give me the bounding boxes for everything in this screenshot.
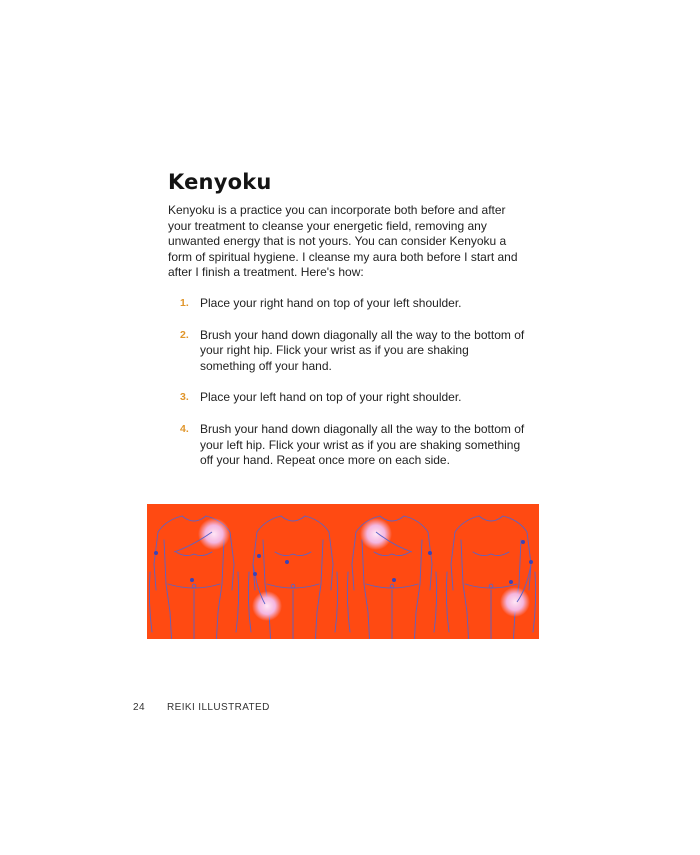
step-number: 3.: [180, 391, 189, 404]
running-footer-title: REIKI ILLUSTRATED: [167, 702, 270, 713]
step-number: 4.: [180, 422, 189, 435]
figure-step-3: [347, 516, 436, 639]
step-number: 2.: [180, 328, 189, 341]
step-item: [180, 390, 525, 406]
step-text: Brush your hand down diagonally all the way to the bottom of your left hip. Flick your wrist as if you are shaking something off your hand. Repeat once more on each side.: [200, 421, 525, 468]
step-item: [180, 296, 525, 312]
step-item: [180, 422, 525, 469]
page-title: Kenyoku: [168, 170, 272, 194]
step-text: Place your left hand on top of your right shoulder.: [200, 390, 462, 405]
figure-step-4: [446, 516, 535, 639]
figure-step-2: [248, 516, 337, 639]
step-number: 1.: [180, 297, 189, 309]
steps-list: [180, 296, 525, 469]
page-number: 24: [133, 702, 145, 713]
figure-step-1: [149, 516, 238, 639]
kenyoku-illustration: [147, 504, 539, 639]
step-text: Brush your hand down diagonally all the way to the bottom of your right hip. Flick your wrist as if you are shaking something off your hand.: [200, 327, 525, 373]
kenyoku-figures-svg: [147, 504, 539, 639]
step-item: [180, 328, 525, 375]
intro-paragraph: Kenyoku is a practice you can incorporate both before and after your treatment to cleanse your energetic field, removing any unwanted energy that is not yours. You can consider Kenyoku a form of spiritual hygiene. I cleanse my aura both before I start and after I finish a treatment. Here's how:: [168, 203, 518, 280]
step-text: Place your right hand on top of your left shoulder.: [200, 296, 462, 310]
